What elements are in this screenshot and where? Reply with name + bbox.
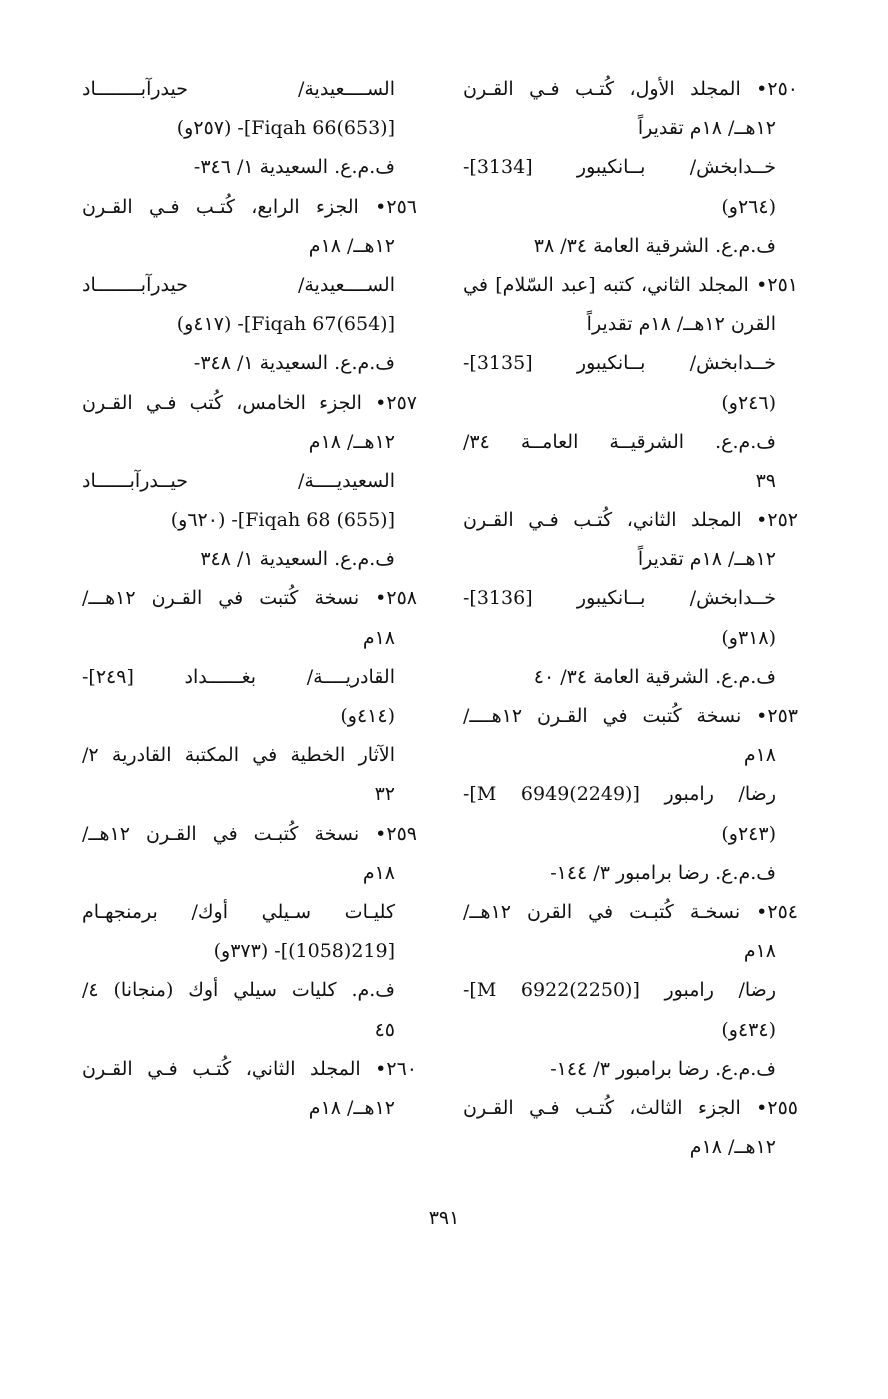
entry-text-line: (٤١٤و) [340, 705, 395, 727]
entry-text-line: ١٢هــ/ ١٨م [689, 1136, 776, 1159]
entry-text-line: ١٨م [362, 626, 395, 649]
entry-text-line: (٤٣٤و) [721, 1018, 776, 1041]
entry-text-line: رضا/ رامبور [M 6922(2250)]- [463, 979, 776, 1002]
entry-text-line: ٤٥ [374, 1018, 395, 1041]
page-number: ٣٩١ [428, 1207, 460, 1229]
entry-text-line: خــدابخش/ بــانكيبور [3134]- [463, 156, 776, 179]
entry-text-line: [Fiqah 66(653)]- (٢٥٧و) [176, 117, 395, 140]
entry-heading-line: ٢٥٦• الجزء الرابع، كُتـب فـي القـرن [82, 195, 417, 218]
entry-text-line: ف.م.ع. رضا برامبور ٣/ ١٤٤- [550, 1057, 776, 1080]
entry-text-line: ١٢هــ/ ١٨م تقديراً [637, 548, 776, 571]
entry-heading-line: ٢٥٥• الجزء الثالث، كُتـب فـي القـرن [463, 1096, 798, 1119]
entry-text-line: ١٨م [743, 940, 776, 963]
entry-text-line: [Fiqah 68 (655)]- (٦٢٠و) [170, 509, 395, 532]
entry-text-line: الآثار الخطية في المكتبة القادرية ٢/ [82, 744, 395, 767]
entry-text-line: القرن ١٢هــ/ ١٨م تقديراً [586, 313, 776, 336]
entry-heading-line: ٢٥٤• نسخـة كُتبـت في القرن ١٢هــ/ [463, 900, 798, 923]
entry-text-line: ف.م.ع. الشرقيــة العامــة ٣٤/ [463, 430, 776, 453]
entry-heading-line: ٢٥١• المجلد الثاني، كتبه [عبد السّلام] في [463, 273, 798, 296]
entry-heading-line: ٢٥٠• المجلد الأول، كُتـب فـي القـرن [463, 78, 798, 100]
entry-heading-line: ٢٥٣• نسخة كُتبت في القـرن ١٢هــــ/ [463, 705, 798, 727]
entry-text-line: كليـات سـيلي أوك/ برمنجهـام [82, 900, 395, 923]
entry-text-line: ١٨م [362, 861, 395, 884]
entry-heading-line: ٢٥٧• الجزء الخامس، كُتب فـي القـرن [82, 391, 417, 414]
entry-text-line: ف.م.ع. الشرقية العامة ٣٤/ ٣٨ [533, 234, 776, 257]
entry-text-line: ف.م.ع. السعيدية ١/ ٣٤٨- [193, 352, 395, 375]
entry-heading-line: ٢٥٨• نسخة كُتبت في القـرن ١٢هـــ/ [82, 587, 417, 610]
left-column [82, 70, 417, 1128]
entry-text-line: خــدابخش/ بــانكيبور [3135]- [463, 352, 776, 375]
entry-text-line: [Fiqah 67(654)]- (٤١٧و) [176, 313, 395, 336]
entry-text-line: (٢٤٣و) [721, 822, 776, 845]
entry-text-line: السعيديــــة/ حيــدرآبــــــاد [82, 469, 395, 492]
entry-text-line: ف.م. كليات سيلي أوك (منجانا) ٤/ [82, 979, 395, 1002]
entry-heading-line: ٢٥٢• المجلد الثاني، كُتـب فـي القـرن [463, 509, 798, 532]
entry-text-line: [219(1058)]- (٣٧٣و) [213, 940, 395, 963]
entry-text-line: الســــعيدية/ حيدرآبــــــــاد [82, 78, 395, 100]
entry-text-line: الســــعيدية/ حيدرآبــــــــاد [82, 273, 395, 296]
entry-text-line: رضا/ رامبور [M 6949(2249)]- [463, 783, 776, 806]
entry-text-line: ١٨م [743, 744, 776, 767]
entry-text-line: ١٢هــ/ ١٨م [308, 234, 395, 257]
entry-text-line: ١٢هــ/ ١٨م تقديراً [637, 117, 776, 140]
entry-heading-line: ٢٦٠• المجلد الثاني، كُتـب فـي القـرن [82, 1057, 417, 1080]
entry-text-line: ٣٢ [374, 783, 395, 806]
entry-text-line: ف.م.ع. السعيدية ١/ ٣٤٨ [200, 548, 395, 571]
entry-text-line: خــدابخش/ بــانكيبور [3136]- [463, 587, 776, 610]
entry-text-line: ف.م.ع. السعيدية ١/ ٣٤٦- [193, 156, 395, 179]
entry-text-line: (٣١٨و) [721, 626, 776, 649]
entry-text-line: ١٢هــ/ ١٨م [308, 1096, 395, 1119]
entry-text-line: ٣٩ [755, 469, 776, 492]
entry-text-line: (٢٤٦و) [721, 391, 776, 414]
entry-text-line: القادريــــة/ بغــــــداد [٢٤٩]- [82, 665, 395, 688]
entry-text-line: ف.م.ع. رضا برامبور ٣/ ١٤٤- [550, 861, 776, 884]
entry-text-line: ١٢هــ/ ١٨م [308, 430, 395, 453]
right-column [463, 70, 798, 1167]
entry-text-line: ف.م.ع. الشرقية العامة ٣٤/ ٤٠ [533, 665, 776, 688]
entry-text-line: (٢٦٤و) [721, 195, 776, 218]
entry-heading-line: ٢٥٩• نسخة كُتبـت في القـرن ١٢هــ/ [82, 822, 417, 845]
